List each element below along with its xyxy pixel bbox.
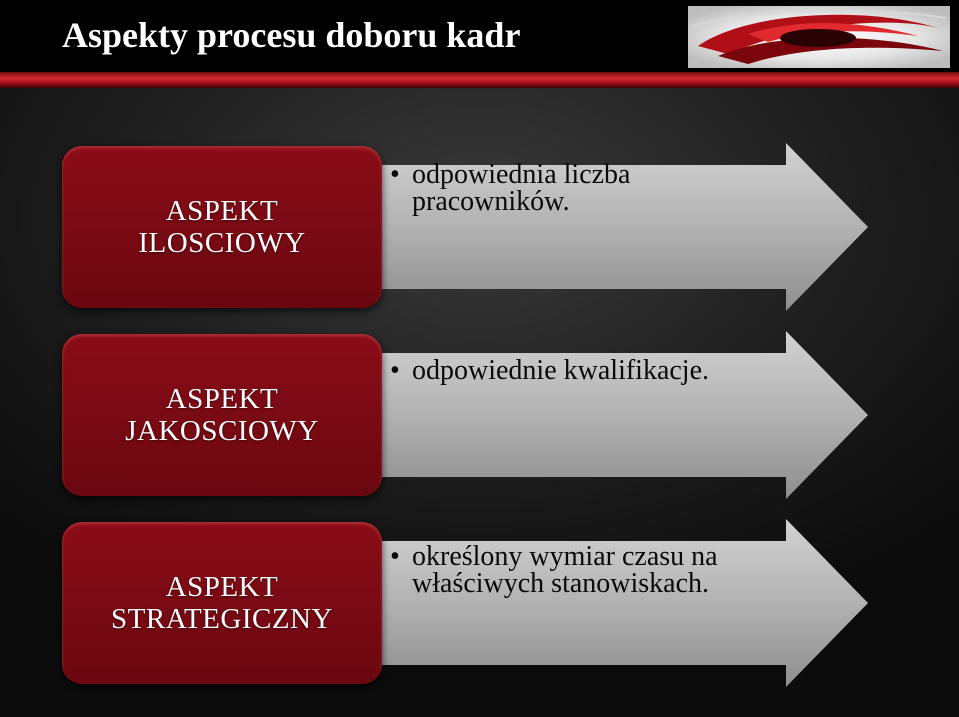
bullet-text-line: pracowników.: [412, 186, 570, 217]
slide-title: Aspekty procesu doboru kadr: [62, 15, 521, 55]
title-bar: [0, 0, 959, 74]
aspect-label-line: JAKOSCIOWY: [125, 415, 319, 447]
aspect-row-quantitative: [0, 143, 959, 311]
aspect-label-box: [62, 334, 382, 496]
aspect-label-line: ILOSCIOWY: [138, 227, 306, 259]
aspect-row-qualitative: [0, 331, 959, 499]
bullet-item: [390, 543, 718, 597]
red-divider-band: [0, 72, 959, 88]
bullet-text-line: odpowiednia liczba: [412, 159, 631, 190]
bullet-list: [390, 161, 630, 215]
aspect-label-box: [62, 146, 382, 308]
aspect-row-strategic: [0, 519, 959, 687]
bullet-text-line: odpowiednie kwalifikacje.: [412, 355, 710, 386]
aspect-label-line: STRATEGICZNY: [111, 603, 333, 635]
aspect-label-line: ASPEKT: [165, 571, 279, 603]
aspect-label-line: ASPEKT: [165, 195, 279, 227]
aspect-label-line: ASPEKT: [165, 383, 279, 415]
bullet-item: [390, 357, 709, 384]
bullet-item: [390, 161, 630, 215]
bullet-text-line: właściwych stanowiskach.: [412, 568, 710, 599]
bullet-text-line: określony wymiar czasu na: [412, 541, 718, 572]
bullet-list: [390, 357, 709, 384]
bullet-list: [390, 543, 718, 597]
aspect-label-box: [62, 522, 382, 684]
red-swirl-logo: [688, 6, 950, 68]
